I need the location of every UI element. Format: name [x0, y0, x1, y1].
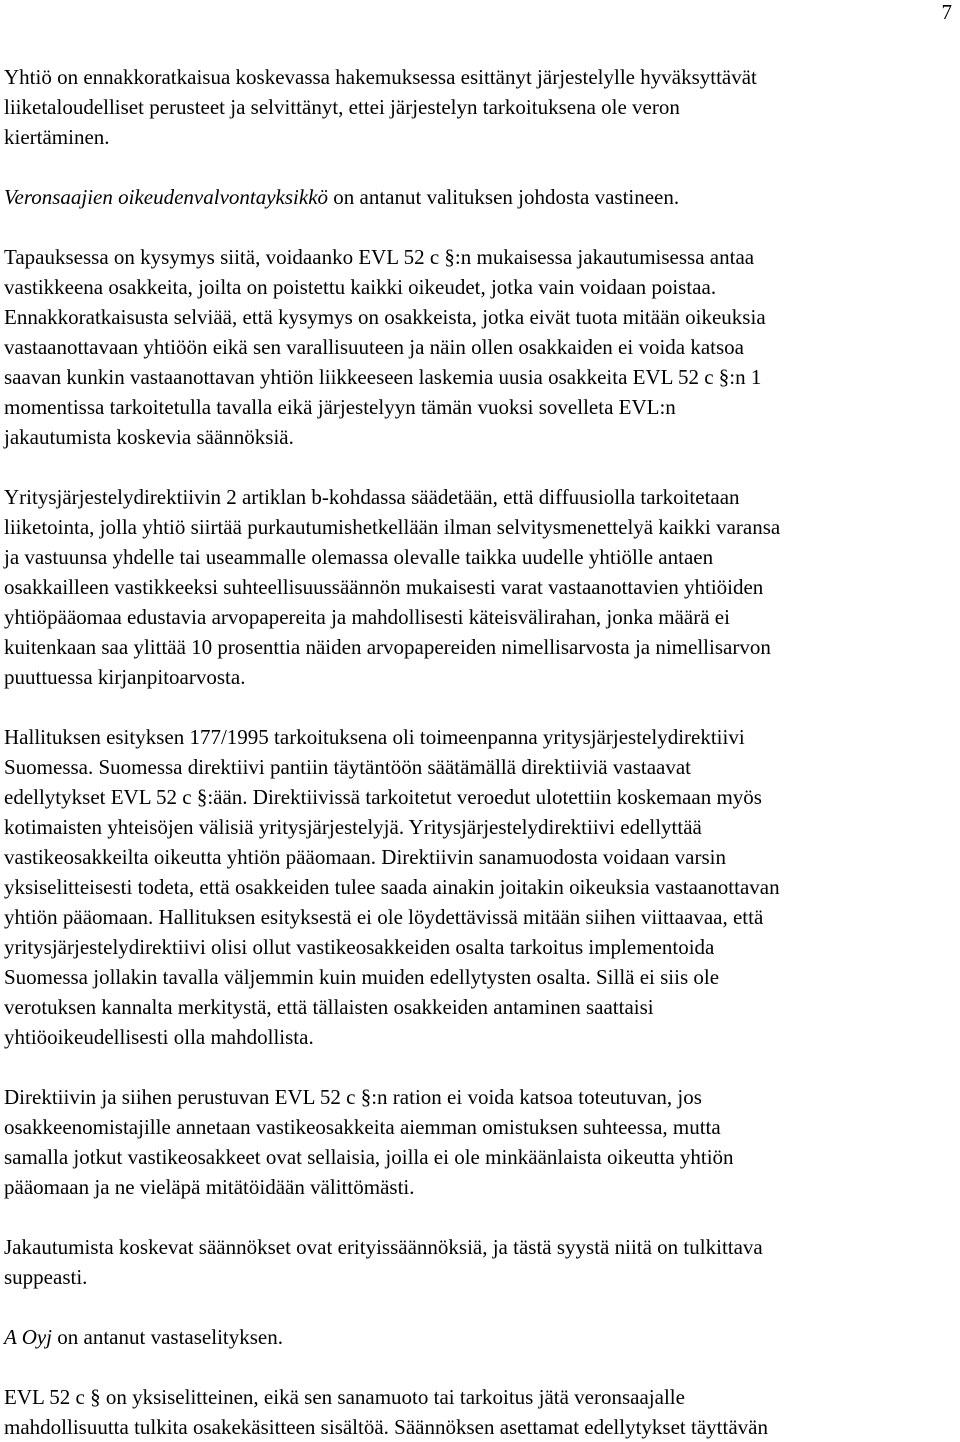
text-line: EVL 52 c § on yksiselitteinen, eikä sen sanamuoto tai tarkoitus jätä veronsaajalle: [4, 1385, 685, 1409]
text-line: jakautumista koskevia säännöksiä.: [4, 425, 294, 449]
paragraph-4: [4, 482, 957, 692]
text-line: yhtiöpääomaa edustavia arvopapereita ja mahdollisesti käteisvälirahan, jonka määrä ei: [4, 605, 730, 629]
paragraph-1: [4, 62, 957, 152]
text-line: yritysjärjestelydirektiivi olisi ollut vastikeosakkeiden osalta tarkoitus implementoida: [4, 935, 715, 959]
text-line: liiketaloudelliset perusteet ja selvittänyt, ettei järjestelyn tarkoituksena ole veron: [4, 95, 680, 119]
text-line: yksiselitteisesti todeta, että osakkeiden tulee saada ainakin joitakin oikeuksia vastaanottavan: [4, 875, 780, 899]
party-name: Veronsaajien oikeudenvalvontayksikkö: [4, 185, 329, 209]
text-line: kotimaisten yhteisöjen välisiä yritysjärjestelyjä. Yritysjärjestelydirektiivi edellyttää: [4, 815, 702, 839]
paragraph-5: [4, 722, 957, 1052]
text-line: Suomessa. Suomessa direktiivi pantiin täytäntöön säätämällä direktiiviä vastaavat: [4, 755, 692, 779]
text-run: on antanut valituksen johdosta vastineen.: [328, 185, 680, 209]
text-line: [4, 182, 957, 212]
paragraph-6: [4, 1082, 957, 1202]
text-line: Suomessa jollakin tavalla väljemmin kuin muiden edellytysten osalta. Sillä ei siis ole: [4, 965, 720, 989]
paragraph-2: [4, 182, 957, 212]
text-line: mahdollisuutta tulkita osakekäsitteen sisältöä. Säännöksen asettamat edellytykset täyttävän: [4, 1415, 768, 1439]
text-line: edellytykset EVL 52 c §:ään. Direktiivissä tarkoitetut veroedut ulotettiin koskemaan myös: [4, 785, 762, 809]
text-line: Jakautumista koskevat säännökset ovat erityissäännöksiä, ja tästä syystä niitä on tulkittava: [4, 1235, 763, 1259]
paragraph-8: [4, 1322, 957, 1352]
text-line: saavan kunkin vastaanottavan yhtiön liikkeeseen laskemia uusia osakkeita EVL 52 c §:n 1: [4, 365, 762, 389]
paragraph-3: [4, 242, 957, 452]
text-line: puuttuessa kirjanpitoarvosta.: [4, 665, 246, 689]
text-line: yhtiöoikeudellisesti olla mahdollista.: [4, 1025, 314, 1049]
text-line: Tapauksessa on kysymys siitä, voidaanko EVL 52 c §:n mukaisessa jakautumisessa antaa: [4, 245, 755, 269]
text-line: Ennakkoratkaisusta selviää, että kysymys on osakkeista, jotka eivät tuota mitään oikeuksia: [4, 305, 766, 329]
text-line: yhtiön pääomaan. Hallituksen esityksestä ei ole löydettävissä mitään siihen viittaavaa, että: [4, 905, 764, 929]
text-line: Yhtiö on ennakkoratkaisua koskevassa hakemuksessa esittänyt järjestelylle hyväksyttävät: [4, 65, 757, 89]
text-run: on antanut vastaselityksen.: [52, 1325, 283, 1349]
text-line: momentissa tarkoitetulla tavalla eikä järjestelyyn tämän vuoksi sovelleta EVL:n: [4, 395, 676, 419]
text-line: samalla jotkut vastikeosakkeet ovat sellaisia, joilla ei ole minkäänlaista oikeutta yhtiön: [4, 1145, 734, 1169]
text-line: Hallituksen esityksen 177/1995 tarkoituksena oli toimeenpanna yritysjärjestelydirektiivi: [4, 725, 745, 749]
document-body: [4, 62, 957, 1442]
text-line: kuitenkaan saa ylittää 10 prosenttia näiden arvopapereiden nimellisarvosta ja nimellisarvon: [4, 635, 771, 659]
paragraph-9: [4, 1382, 957, 1442]
paragraph-7: [4, 1232, 957, 1292]
text-line: kiertäminen.: [4, 125, 110, 149]
text-line: suppeasti.: [4, 1265, 88, 1289]
page-number: 7: [941, 0, 952, 24]
text-line: vastikkeena osakkeita, joilta on poistettu kaikki oikeudet, jotka vain voidaan poistaa.: [4, 275, 717, 299]
text-line: vastikeosakkeilta oikeutta yhtiön pääomaan. Direktiivin sanamuodosta voidaan varsin: [4, 845, 726, 869]
text-line: osakkailleen vastikkeeksi suhteellisuussäännön mukaisesti varat vastaanottavien yhtiöiden: [4, 575, 764, 599]
party-name: A Oyj: [4, 1325, 53, 1349]
text-line: liiketointa, jolla yhtiö siirtää purkautumishetkellään ilman selvitysmenettelyä kaikki varansa: [4, 515, 781, 539]
text-line: osakkeenomistajille annetaan vastikeosakkeita aiemman omistuksen suhteessa, mutta: [4, 1115, 721, 1139]
text-line: pääomaan ja ne vieläpä mitätöidään välittömästi.: [4, 1175, 415, 1199]
text-line: [4, 1322, 957, 1352]
text-line: vastaanottavaan yhtiöön eikä sen varallisuuteen ja näin ollen osakkaiden ei voida katsoa: [4, 335, 745, 359]
text-line: ja vastuunsa yhdelle tai useammalle olemassa olevalle taikka uudelle yhtiölle antaen: [4, 545, 714, 569]
text-line: Yritysjärjestelydirektiivin 2 artiklan b-kohdassa säädetään, että diffuusiolla tarkoitetaan: [4, 485, 740, 509]
text-line: verotuksen kannalta merkitystä, että tällaisten osakkeiden antaminen saattaisi: [4, 995, 654, 1019]
text-line: Direktiivin ja siihen perustuvan EVL 52 c §:n ration ei voida katsoa toteutuvan, jos: [4, 1085, 702, 1109]
